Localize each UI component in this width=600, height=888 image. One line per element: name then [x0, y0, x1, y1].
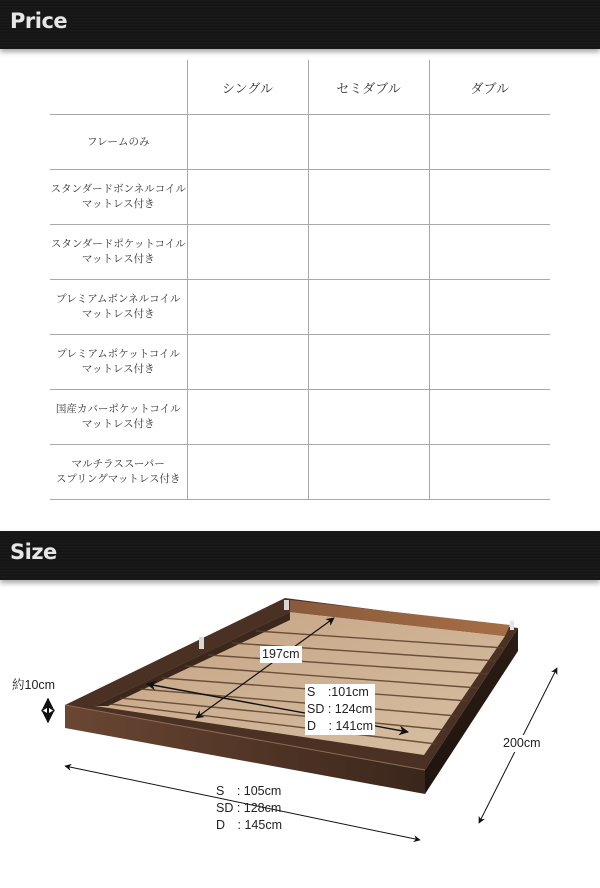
outer-length-label: 200cm	[500, 735, 544, 752]
table-row	[50, 115, 550, 170]
size-section-header	[0, 531, 600, 580]
column-header-double: ダブル	[429, 60, 550, 115]
row-label-line: プレミアムポケットコイル	[56, 348, 181, 360]
row-label-standard-bonnell	[50, 170, 187, 225]
row-label-line: スタンダードボンネルコイル	[50, 183, 186, 195]
price-cell	[308, 225, 429, 280]
price-cell	[187, 170, 308, 225]
row-label-line: マットレス付き	[81, 308, 155, 320]
row-label-premium-bonnell	[50, 280, 187, 335]
row-label-standard-pocket	[50, 225, 187, 280]
row-label-line: マットレス付き	[81, 198, 155, 210]
inner-width-single: S :101cm	[307, 685, 369, 699]
row-label-line: 国産カバーポケットコイル	[55, 403, 181, 415]
metal-bracket	[199, 637, 204, 649]
row-label-frame-only	[50, 115, 187, 170]
table-row	[50, 335, 550, 390]
outer-width-labels	[214, 783, 284, 834]
row-label-line: マットレス付き	[81, 253, 155, 265]
price-section-header	[0, 0, 600, 49]
price-cell	[187, 390, 308, 445]
price-cell	[429, 170, 550, 225]
price-cell	[187, 225, 308, 280]
outer-width-single: S : 105cm	[216, 784, 282, 798]
row-label-line: スタンダードポケットコイル	[50, 238, 186, 250]
price-cell	[429, 115, 550, 170]
price-cell	[308, 280, 429, 335]
price-section-title: Price	[10, 9, 68, 33]
price-cell	[308, 115, 429, 170]
metal-bracket	[510, 621, 514, 630]
price-cell	[308, 445, 429, 500]
row-label-domestic-cover-pocket	[50, 390, 187, 445]
price-cell	[308, 170, 429, 225]
table-row	[50, 390, 550, 445]
inner-length-label: 197cm	[262, 647, 300, 661]
row-label-line: スプリングマットレス付き	[55, 473, 181, 485]
inner-width-double: D : 141cm	[307, 719, 373, 733]
inner-width-semi-double: SD : 124cm	[307, 702, 373, 716]
bed-frame-illustration	[0, 580, 600, 884]
table-header-corner	[50, 60, 187, 115]
price-cell	[429, 225, 550, 280]
row-label-premium-pocket	[50, 335, 187, 390]
metal-bracket	[284, 600, 289, 610]
price-cell	[187, 335, 308, 390]
price-cell	[429, 335, 550, 390]
outer-width-double: D : 145cm	[216, 818, 282, 832]
price-cell	[429, 445, 550, 500]
row-label-line: マットレス付き	[81, 418, 155, 430]
row-label-line: フレームのみ	[86, 135, 150, 148]
height-label: 約10cm	[12, 678, 56, 692]
row-label-line: プレミアムボンネルコイル	[56, 293, 181, 305]
price-table	[50, 60, 550, 500]
table-header-row	[50, 60, 550, 115]
inner-width-labels	[305, 684, 375, 735]
table-row	[50, 445, 550, 500]
price-cell	[308, 335, 429, 390]
price-cell	[429, 390, 550, 445]
bed-size-diagram	[0, 580, 600, 884]
size-section-title: Size	[10, 540, 57, 564]
price-cell	[429, 280, 550, 335]
column-header-single: シングル	[187, 60, 308, 115]
price-cell	[308, 390, 429, 445]
row-label-line: マルチラススーパー	[71, 458, 165, 470]
column-header-semi-double: セミダブル	[308, 60, 429, 115]
table-row	[50, 170, 550, 225]
outer-width-semi-double: SD : 128cm	[216, 801, 282, 815]
price-cell	[187, 280, 308, 335]
price-cell	[187, 115, 308, 170]
table-row	[50, 280, 550, 335]
table-row	[50, 225, 550, 280]
row-label-multi-lath-super-spring	[50, 445, 187, 500]
row-label-line: マットレス付き	[81, 363, 155, 375]
price-cell	[187, 445, 308, 500]
